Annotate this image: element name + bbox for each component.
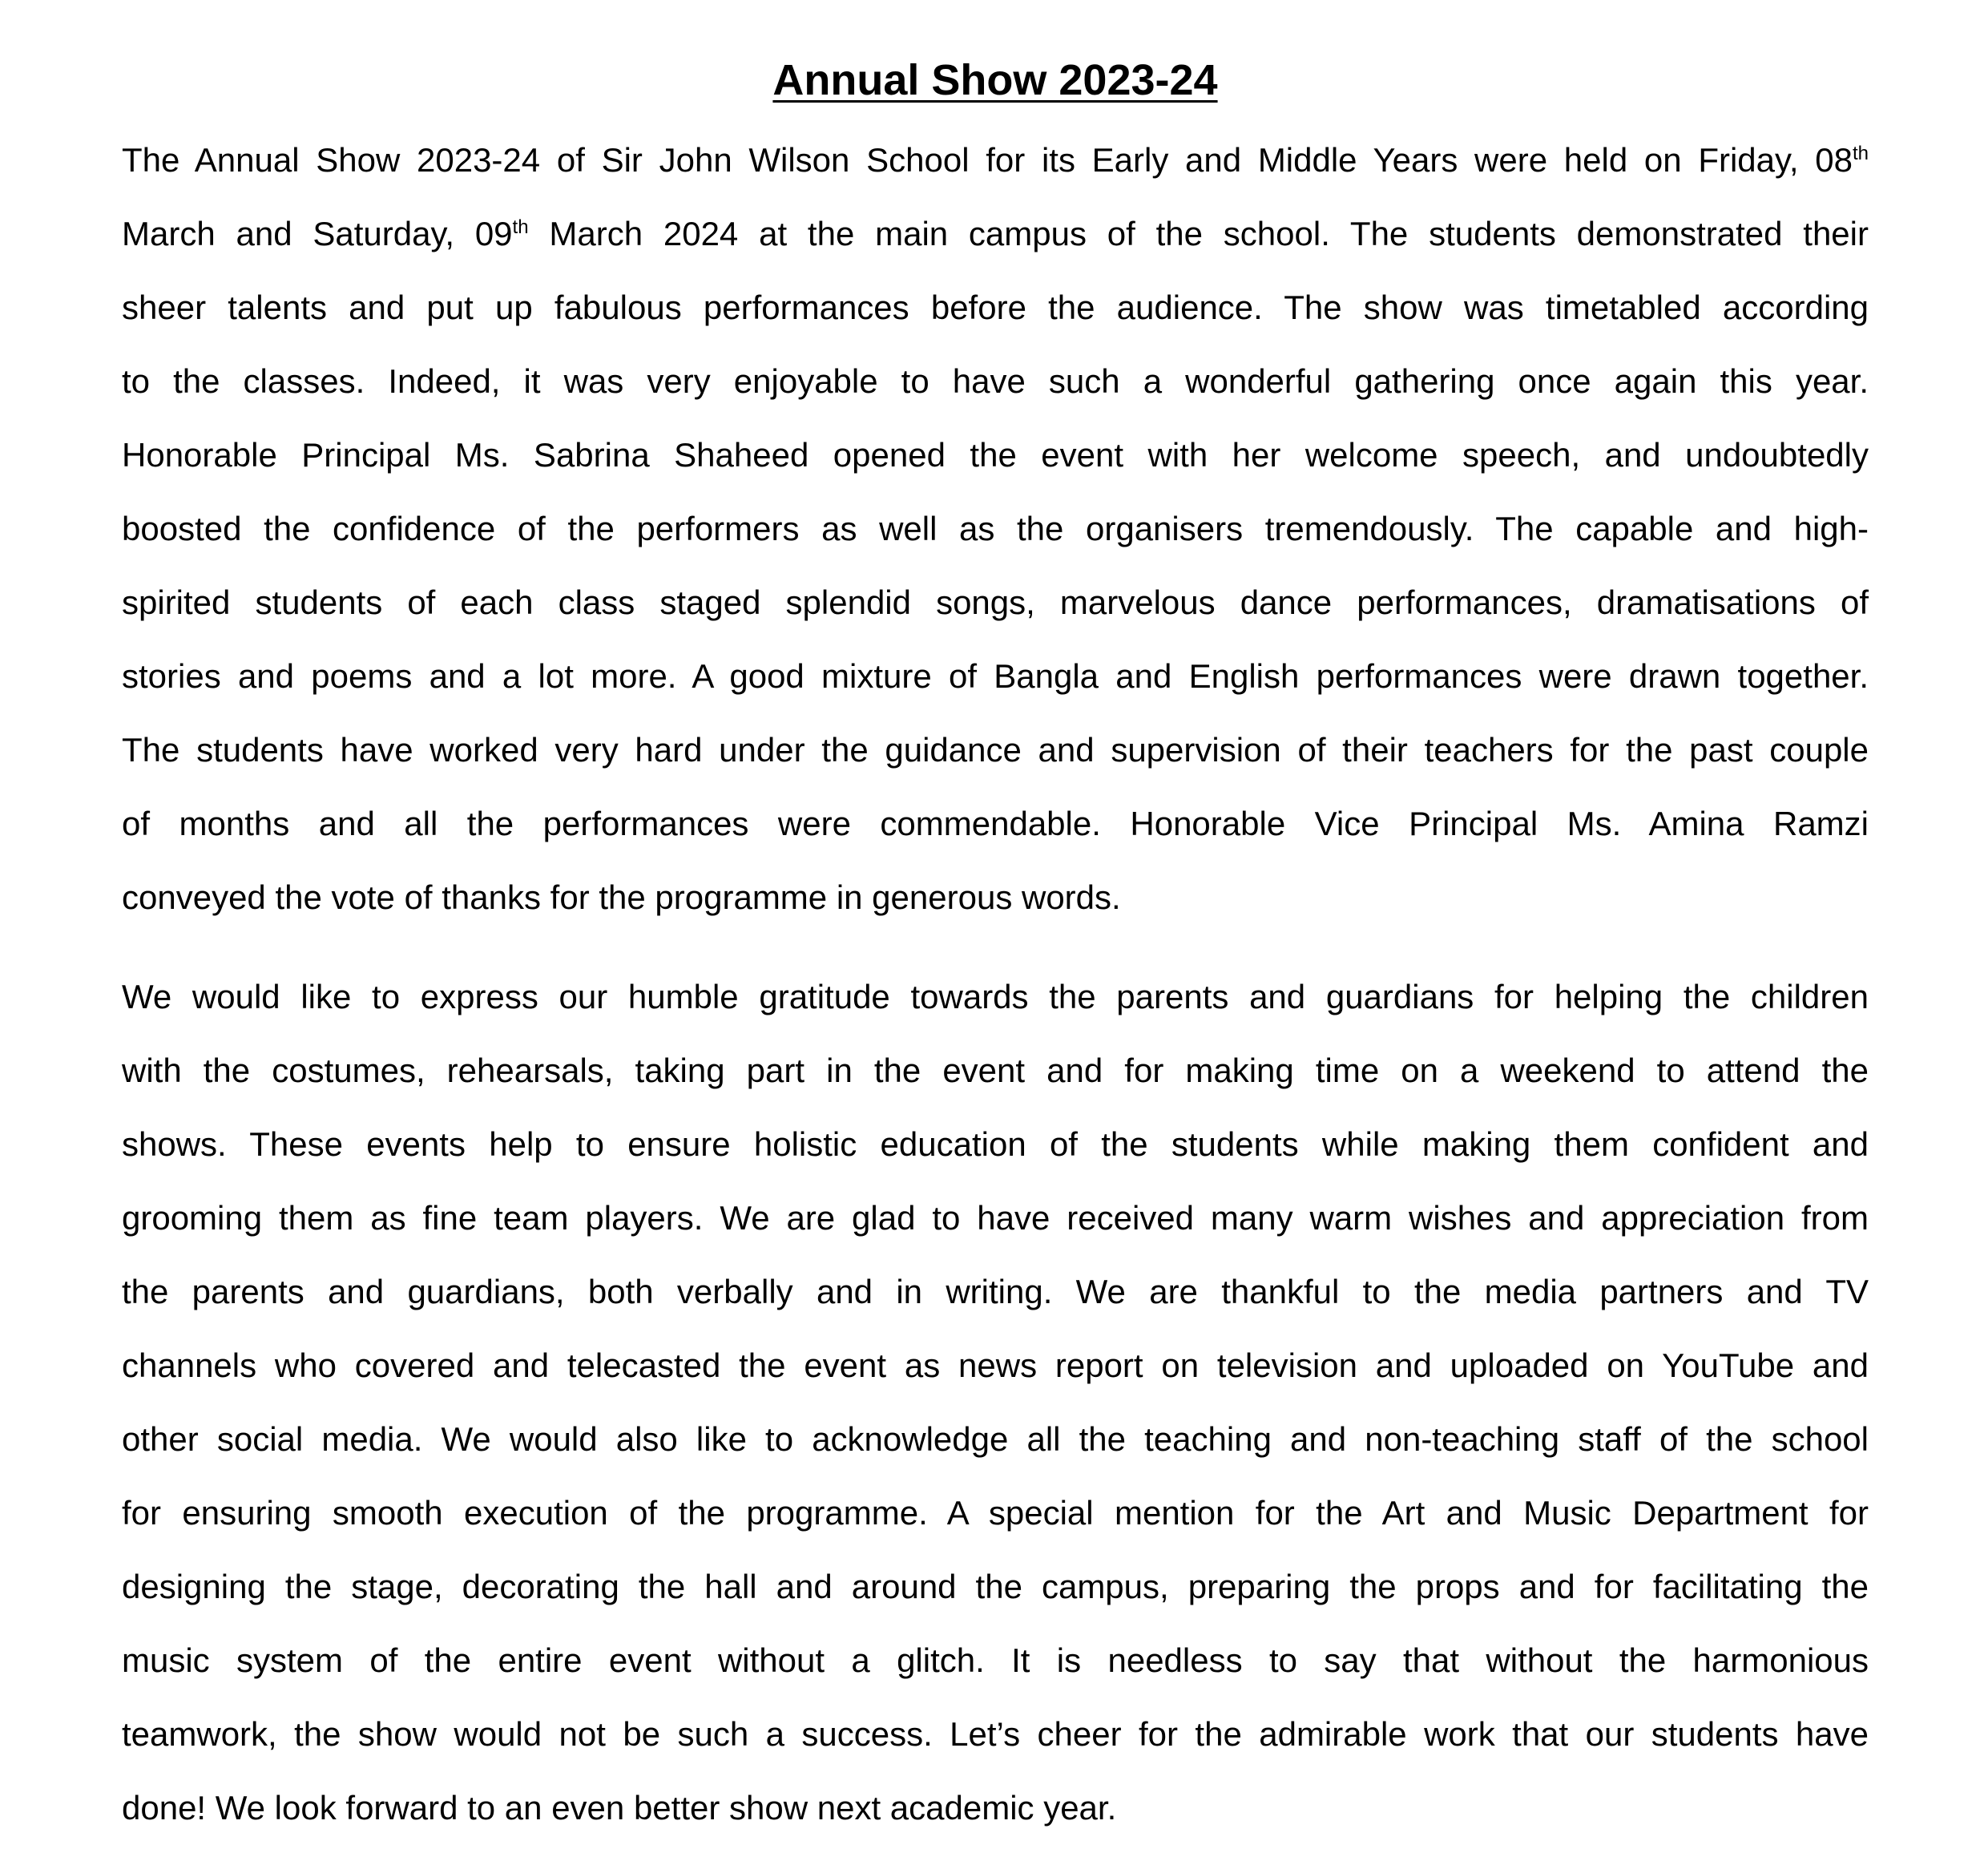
document-title [122,48,1869,112]
paragraph-line [122,787,1869,861]
line-text: conveyed the vote of thanks for the programme in generous words. [122,878,1121,916]
paragraph-line [122,492,1869,566]
paragraph-line [122,1624,1869,1698]
paragraph-line [122,345,1869,418]
line-text: music system of the entire event without a glitch. It is needless to say that without the harmonious [122,1641,1869,1679]
line-text: sheer talents and put up fabulous performances before the audience. The show was timetabled according [122,289,1869,326]
line-text: We would like to express our humble gratitude towards the parents and guardians for helping the children [122,978,1869,1015]
document-page [122,48,1869,1845]
paragraph-line [122,197,1869,271]
paragraph-line [122,1403,1869,1476]
line-text: Honorable Principal Ms. Sabrina Shaheed opened the event with her welcome speech, and undoubtedly [122,436,1869,474]
line-text: of months and all the performances were commendable. Honorable Vice Principal Ms. Amina Ramzi [122,805,1869,842]
paragraph-line [122,1108,1869,1181]
line-text: teamwork, the show would not be such a success. Let’s cheer for the admirable work that our students have [122,1715,1869,1753]
line-text: March and Saturday, 09 [122,215,513,252]
document-title-text: Annual Show 2023-24 [772,56,1218,104]
paragraph-line [122,1034,1869,1108]
paragraph-1 [122,123,1869,935]
line-text: for ensuring smooth execution of the programme. A special mention for the Art and Music Department for [122,1494,1869,1532]
line-text: channels who covered and telecasted the event as news report on television and uploaded on YouTube and [122,1346,1869,1384]
paragraph-2 [122,960,1869,1845]
paragraph-line [122,271,1869,345]
paragraph-line [122,123,1869,197]
line-text: with the costumes, rehearsals, taking part in the event and for making time on a weekend to attend the [122,1052,1869,1089]
paragraph-line [122,1771,1869,1845]
paragraph-line [122,1476,1869,1550]
paragraph-line [122,418,1869,492]
line-text: done! We look forward to an even better show next academic year. [122,1789,1117,1827]
line-text: grooming them as fine team players. We are glad to have received many warm wishes and appreciation from [122,1199,1869,1237]
ordinal-superscript: th [512,216,529,238]
line-text: spirited students of each class staged splendid songs, marvelous dance performances, dramatisations of [122,583,1869,621]
line-text: March 2024 at the main campus of the school. The students demonstrated their [528,215,1869,252]
document-body [122,123,1869,1845]
paragraph-line [122,1255,1869,1329]
paragraph-line [122,713,1869,787]
line-text: other social media. We would also like to acknowledge all the teaching and non-teaching staff of the school [122,1420,1869,1458]
paragraph-line [122,1181,1869,1255]
line-text: stories and poems and a lot more. A good mixture of Bangla and English performances were drawn together. [122,657,1869,695]
line-text: boosted the confidence of the performers as well as the organisers tremendously. The capable and high- [122,510,1869,547]
line-text: shows. These events help to ensure holistic education of the students while making them confident and [122,1125,1869,1163]
paragraph-line [122,1698,1869,1771]
line-text: the parents and guardians, both verbally and in writing. We are thankful to the media partners and TV [122,1273,1869,1310]
line-text: to the classes. Indeed, it was very enjoyable to have such a wonderful gathering once again this year. [122,362,1869,400]
line-text: The students have worked very hard under the guidance and supervision of their teachers for the past couple [122,731,1869,769]
paragraph-line [122,1550,1869,1624]
paragraph-line [122,960,1869,1034]
paragraph-line [122,566,1869,640]
paragraph-line [122,1329,1869,1403]
line-text: designing the stage, decorating the hall and around the campus, preparing the props and for facilitating the [122,1568,1869,1605]
paragraph-line [122,640,1869,713]
ordinal-superscript: th [1852,143,1869,164]
line-text: The Annual Show 2023-24 of Sir John Wilson School for its Early and Middle Years were held on Friday, 08 [122,141,1853,179]
paragraph-line [122,861,1869,935]
